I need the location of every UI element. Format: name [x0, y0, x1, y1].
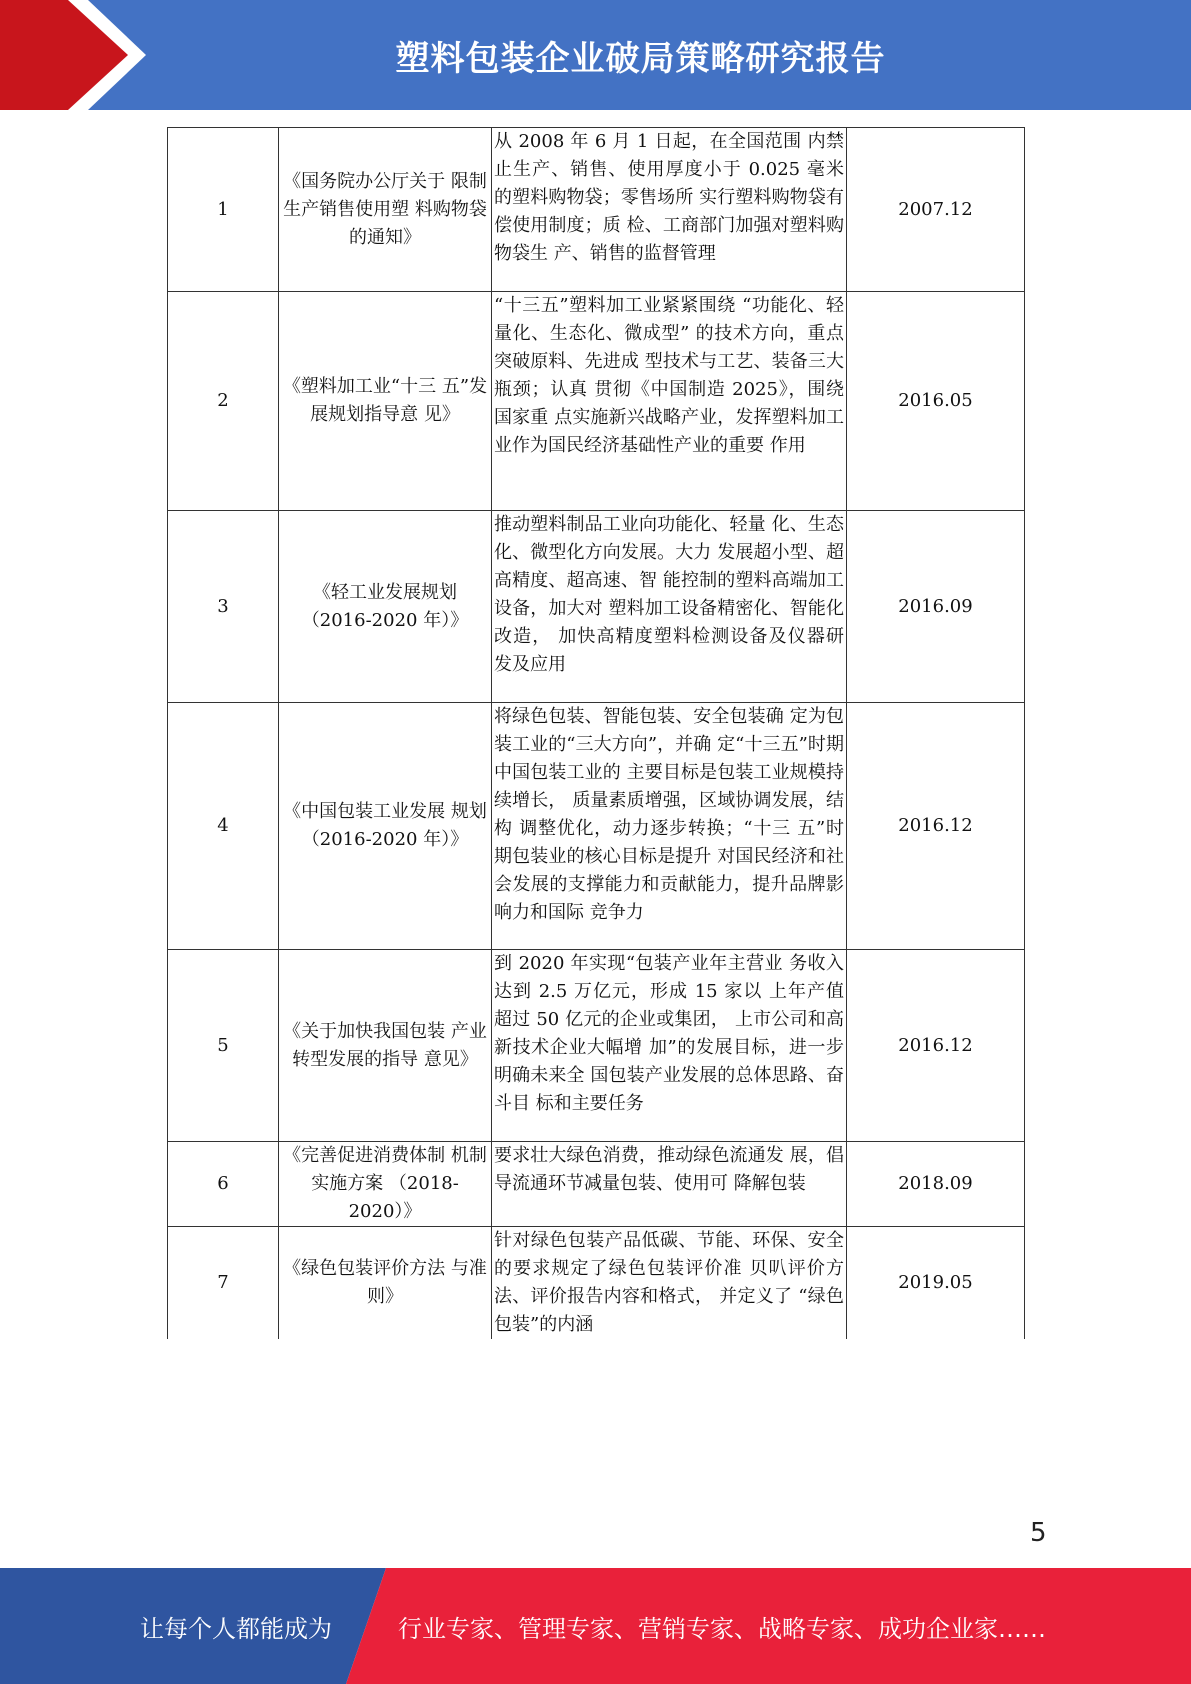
- row-number: 3: [168, 511, 279, 703]
- table-row: [168, 292, 1025, 511]
- policy-date: 2016.12: [847, 950, 1025, 1142]
- row-number: 5: [168, 950, 279, 1142]
- table-row: [168, 1142, 1025, 1227]
- page-title: 塑料包装企业破局策略研究报告: [395, 38, 886, 79]
- policy-date: 2016.09: [847, 511, 1025, 703]
- policy-content: 到 2020 年实现“包装产业年主营业 务收入达到 2.5 万亿元，形成 15 家以 上年产值超过 50 亿元的企业或集团， 上市公司和高新技术企业大幅增 加”的发展目标，进一步明确未来全 国包装产业发展的总体思路、奋斗目 标和主要任务: [492, 950, 847, 1142]
- table-row: [168, 1227, 1025, 1340]
- row-number: 1: [168, 128, 279, 292]
- row-number: 2: [168, 292, 279, 511]
- table-row: [168, 128, 1025, 292]
- row-number: 4: [168, 703, 279, 950]
- policy-content: 要求壮大绿色消费，推动绿色流通发 展，倡导流通环节减量包装、使用可 降解包装: [492, 1142, 847, 1227]
- policy-name: 《绿色包装评价方法 与准则》: [279, 1227, 492, 1340]
- policy-content: 针对绿色包装产品低碳、节能、环保、安全的要求规定了绿色包装评价准 贝叭评价方法、评价报告内容和格式， 并定义了 “绿色包装”的内涵: [492, 1227, 847, 1340]
- row-number: 7: [168, 1227, 279, 1340]
- policy-date: 2019.05: [847, 1227, 1025, 1340]
- policy-date: 2016.05: [847, 292, 1025, 511]
- row-number: 6: [168, 1142, 279, 1227]
- footer-slogan-left: 让每个人都能成为: [140, 1614, 332, 1643]
- policy-name: 《关于加快我国包装 产业转型发展的指导 意见》: [279, 950, 492, 1142]
- policy-name: 《轻工业发展规划 （2016-2020 年）》: [279, 511, 492, 703]
- policy-date: 2016.12: [847, 703, 1025, 950]
- footer-banner: [0, 1568, 1191, 1684]
- policy-date: 2018.09: [847, 1142, 1025, 1227]
- policy-name: 《完善促进消费体制 机制实施方案 （2018-2020）》: [279, 1142, 492, 1227]
- table-row: [168, 703, 1025, 950]
- policy-name: 《国务院办公厅关于 限制生产销售使用塑 料购物袋的通知》: [279, 128, 492, 292]
- policy-content: 推动塑料制品工业向功能化、轻量 化、生态化、微型化方向发展。大力 发展超小型、超高精度、超高速、智 能控制的塑料高端加工设备，加大对 塑料加工设备精密化、智能化改造， 加快高精度塑料检测设备及仪器研 发及应用: [492, 511, 847, 703]
- policy-content: 将绿色包装、智能包装、安全包装确 定为包装工业的“三大方向”，并确 定“十三五”时期中国包装工业的 主要目标是包装工业规模持续增长， 质量素质增强，区域协调发展，结构 调整优化，动力逐步转换；“十三 五”时期包装业的核心目标是提升 对国民经济和社会发展的支撑能力和贡献能力，提升品牌影响力和国际 竞争力: [492, 703, 847, 950]
- policy-table: [167, 127, 1025, 1339]
- policy-content: 从 2008 年 6 月 1 日起，在全国范围 内禁止生产、销售、使用厚度小于 0.025 毫米的塑料购物袋；零售场所 实行塑料购物袋有偿使用制度；质 检、工商部门加强对塑料购物袋生 产、销售的监督管理: [492, 128, 847, 292]
- policy-content: “十三五”塑料加工业紧紧围绕 “功能化、轻量化、生态化、微成型” 的技术方向，重点突破原料、先进成 型技术与工艺、装备三大瓶颈；认真 贯彻《中国制造 2025》，围绕国家重 点实施新兴战略产业，发挥塑料加工 业作为国民经济基础性产业的重要 作用: [492, 292, 847, 511]
- table-row: [168, 511, 1025, 703]
- policy-name: 《中国包装工业发展 规划（2016-2020 年）》: [279, 703, 492, 950]
- policy-name: 《塑料加工业“十三 五”发展规划指导意 见》: [279, 292, 492, 511]
- header-banner: [0, 0, 1191, 110]
- policy-date: 2007.12: [847, 128, 1025, 292]
- table-row: [168, 950, 1025, 1142]
- page-number: 5: [1030, 1518, 1047, 1548]
- footer-slogan-right: 行业专家、管理专家、营销专家、战略专家、成功企业家……: [398, 1614, 1046, 1643]
